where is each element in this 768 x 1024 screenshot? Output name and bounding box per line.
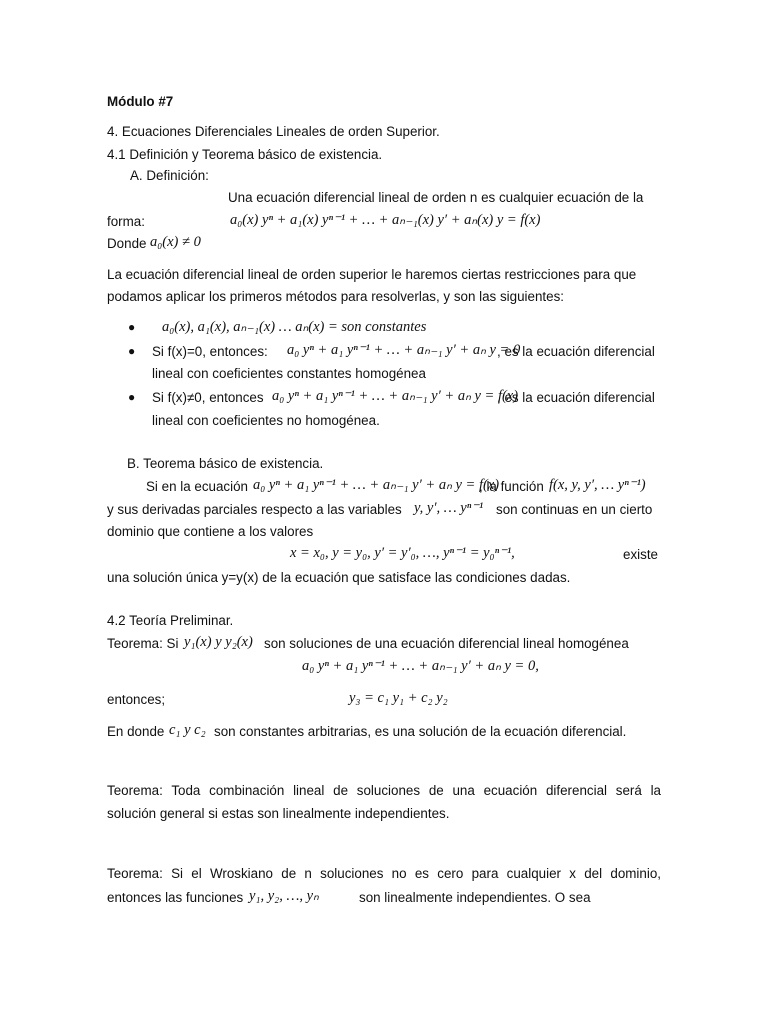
section-4-2-title: 4.2 Teoría Preliminar. bbox=[107, 613, 234, 628]
forma-label: forma: bbox=[107, 214, 145, 229]
theorem-b-line1-prefix: Si en la ecuación bbox=[146, 479, 248, 494]
theorem-1-prefix: Teorema: Si bbox=[107, 636, 179, 651]
theorem-3-line2-suffix: son linealmente independientes. O sea bbox=[359, 890, 591, 905]
restrictions-intro-line1: La ecuación diferencial lineal de orden superior le haremos ciertas restricciones para que bbox=[107, 267, 637, 282]
initial-conditions: x = x₀, y = y₀, y′ = y′₀, …, yⁿ⁻¹ = y₀ⁿ⁻¹, bbox=[290, 545, 515, 561]
general-equation: a₀(x) yⁿ + a₁(x) yⁿ⁻¹ + … + aₙ₋₁(x) y′ + aₙ(x) y = f(x) bbox=[230, 212, 541, 228]
superposition-equation: y₃ = c₁ y₁ + c₂ y₂ bbox=[349, 690, 448, 706]
leading-coefficient-condition: a₀(x) ≠ 0 bbox=[150, 234, 201, 250]
bullet-2-suffix: , es la ecuación diferencial bbox=[497, 344, 655, 359]
theorem-1-suffix: son soluciones de una ecuación diferencial lineal homogénea bbox=[264, 636, 629, 651]
bullet-icon: ● bbox=[128, 344, 136, 358]
homogeneous-equation: a₀ yⁿ + a₁ yⁿ⁻¹ + … + aₙ₋₁ y′ + aₙ y = 0, bbox=[302, 658, 539, 674]
theorem-1-solutions: y₁(x) y y₂(x) bbox=[184, 634, 253, 650]
bullet-2-equation: a₀ yⁿ + a₁ yⁿ⁻¹ + … + aₙ₋₁ y′ + aₙ y = 0 bbox=[287, 342, 521, 358]
theorem-b-line1-mid: , la función bbox=[479, 479, 544, 494]
theorem-3-line2-prefix: entonces las funciones bbox=[107, 890, 244, 905]
bullet-2-line2: lineal con coeficientes constantes homogénea bbox=[152, 366, 426, 381]
constants-symbols: c₁ y c₂ bbox=[169, 722, 206, 738]
theorem-b-line2-suffix: son continuas en un cierto bbox=[496, 502, 653, 517]
theorem-b-line5: una solución única y=y(x) de la ecuación que satisface las condiciones dadas. bbox=[107, 570, 571, 585]
theorem-2-line1: Teorema: Toda combinación lineal de soluciones de una ecuación diferencial será la bbox=[107, 783, 661, 798]
theorem-3-line1: Teorema: Si el Wroskiano de n soluciones no es cero para cualquier x del dominio, bbox=[107, 866, 661, 881]
constants-suffix: son constantes arbitrarias, es una solución de la ecuación diferencial. bbox=[214, 724, 627, 739]
module-title: Módulo #7 bbox=[107, 94, 174, 109]
theorem-b-line3: dominio que contiene a los valores bbox=[107, 524, 314, 539]
bullet-3-equation: a₀ yⁿ + a₁ yⁿ⁻¹ + … + aₙ₋₁ y′ + aₙ y = f(x) bbox=[272, 388, 519, 404]
definition-heading: A. Definición: bbox=[130, 168, 209, 183]
section-4-1-title: 4.1 Definición y Teorema básico de existencia. bbox=[107, 147, 383, 162]
bullet-2-prefix: Si f(x)=0, entonces: bbox=[152, 344, 268, 359]
theorem-b-equation: a₀ yⁿ + a₁ yⁿ⁻¹ + … + aₙ₋₁ y′ + aₙ y = f(x) bbox=[253, 477, 500, 493]
donde-label: Donde bbox=[107, 236, 147, 251]
constants-prefix: En donde bbox=[107, 724, 165, 739]
section-4-title: 4. Ecuaciones Diferenciales Lineales de orden Superior. bbox=[107, 124, 440, 139]
bullet-1-equation: a₀(x), a₁(x), aₙ₋₁(x) … aₙ(x) = son constantes bbox=[162, 319, 427, 335]
theorem-b-function: f(x, y, y′, … yⁿ⁻¹) bbox=[549, 477, 646, 493]
bullet-icon: ● bbox=[128, 390, 136, 404]
theorem-b-variables: y, y′, … yⁿ⁻¹ bbox=[414, 500, 484, 516]
bullet-3-suffix: , es la ecuación diferencial bbox=[497, 390, 655, 405]
theorem-3-functions: y₁, y₂, …, yₙ bbox=[249, 888, 319, 904]
entonces-label: entonces; bbox=[107, 692, 166, 707]
restrictions-intro-line2: podamos aplicar los primeros métodos para resolverlas, y son las siguientes: bbox=[107, 289, 564, 304]
bullet-3-line2: lineal con coeficientes no homogénea. bbox=[152, 413, 380, 428]
bullet-icon: ● bbox=[128, 320, 136, 334]
theorem-b-existe: existe bbox=[623, 547, 658, 562]
theorem-b-heading: B. Teorema básico de existencia. bbox=[127, 456, 324, 471]
theorem-2-line2: solución general si estas son linealmente independientes. bbox=[107, 806, 450, 821]
theorem-b-line2-prefix: y sus derivadas parciales respecto a las variables bbox=[107, 502, 402, 517]
definition-text: Una ecuación diferencial lineal de orden n es cualquier ecuación de la bbox=[228, 190, 644, 205]
bullet-3-prefix: Si f(x)≠0, entonces bbox=[152, 390, 264, 405]
